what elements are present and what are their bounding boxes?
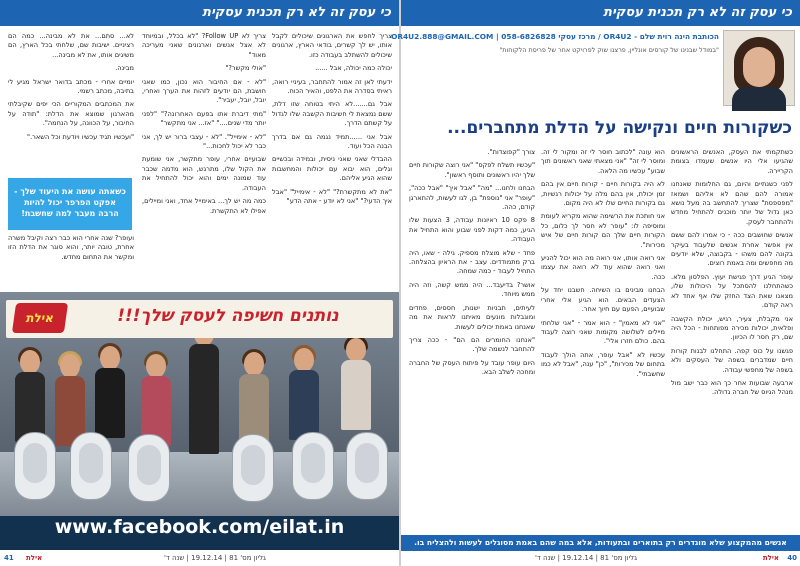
advertisement bbox=[0, 292, 399, 550]
facebook-link[interactable]: www.facebook.com/eilat.in bbox=[54, 516, 345, 538]
paragraph: הוא עונה "לכתוב חוסר לי זה ומקור לי זה. ומוסר לי זה" "אני מצאתי שאני ראשונים תוך שבוע" עכשיו מה הלאה. bbox=[541, 148, 665, 175]
left-page-header: כי עסק זה לא רק תכנית עסקית bbox=[0, 0, 399, 26]
ad-logo: אילת bbox=[12, 303, 68, 333]
paragraph: צריך לא Follow UP? "לא בכלל, ובמיוחד לא אצל אנשים וארגונים שאני מעריכה מאוד" bbox=[142, 32, 266, 59]
left-column-c-bottom bbox=[8, 234, 134, 288]
paragraph: אבל גם.......לא היתי בטוחה שזו דלת, ששם נמצאת לי חשיבות הקשבה שלו לגדול על קשתם הדרך. bbox=[272, 100, 392, 128]
article-title: כשקורות חיים ונקישה על הדלת מתחברים... bbox=[447, 118, 792, 138]
left-column-c-top bbox=[8, 32, 134, 174]
author-quote: "במודל שבנינו של קורסים אונליין, פרצנו שוק לפרויקט אחר של פריסת הלקוחות" bbox=[499, 46, 719, 54]
right-page-header: כי עסק זה לא רק תכנית עסקית bbox=[401, 0, 800, 26]
ad-urinal bbox=[14, 432, 56, 500]
paragraph: אנשים שחושבים ככה - כי אמרו להם ששם אין אפשר אחרת אנשים שלעבוד בעיקר בקונה להם משהו - בקבוצה, שלא יודעים מה מחפשים ומה באמת רוצים. bbox=[671, 231, 793, 268]
right-page-footer bbox=[405, 552, 797, 564]
paragraph: "עכשיו תשלח לפקס" "אני רוצה שקורות חיים שלך יהיו ראשונים ותוסף ראשון". bbox=[408, 161, 535, 179]
author-byline: הכותבת הינה רוית שלם - OR4U2 / מרכז עסקי 058-6826828 | OR4U2.888@GMAIL.COM bbox=[391, 32, 719, 41]
ad-headline: נותנים חשיפה לעסק שלך!!! bbox=[117, 306, 339, 326]
paragraph: לא... סתם... את לא מבינה... כמה הם רציניים. ישיבות שם, שלחתי בכל הארץ, הם משיגים אותו, את לא מבינה... bbox=[8, 32, 134, 59]
paragraph: "לא - אימייל". "לא - עצבי ברור יש לך, אני כבר לא יכול לחכות..." bbox=[142, 132, 266, 151]
paragraph: ארבעה שבועות אחר כך הוא כבר ישב מול מנהל הגיוס של חברה גדולה. bbox=[671, 378, 793, 397]
ad-urinal bbox=[232, 434, 274, 502]
paragraph: פגשנו על כוס קפה. התחלנו לבנות קורות חיים שמדברים בשפה של העסקים ולא בשפה של מחפשי עבודה. bbox=[671, 346, 793, 374]
ad-urinal bbox=[292, 432, 334, 500]
paragraph: צריך לחפש את הארגונים שיכולים לקבל אותו, יש לך קשרים, בודאי הארץ, ארגונים שיכולים להשתלב בעבודה כזו. bbox=[272, 32, 392, 59]
paragraph: כשתקמתי את העסק, האנשים הראשונים שהגיעו אלי היו אנשים שעמדו בצומת הקריירה. bbox=[671, 148, 793, 175]
paragraph: שבועיים אחרי, עופר מתקשר, אני שומעת את הקול שלו, מתרגש, הוא מדמה שכבר עוד שמונה ימים והוא יכול להתחיל את העבודה. bbox=[142, 155, 266, 192]
ad-urinal bbox=[346, 432, 388, 500]
page-number: 40 bbox=[787, 554, 797, 562]
paragraph: עופר הגיע דרך פגישת יעוץ. הפלסון מלא. כשהתחלנו להסתכל על היכולות שלו, מצאנו שאת הצד החזק שלו אף אחד לא ראה קודם. bbox=[671, 272, 793, 310]
ad-urinal bbox=[128, 434, 170, 502]
paragraph: "ועכשיו תגיד עכשיו ויודעת וכל השאר." bbox=[27, 132, 134, 141]
pull-quote: כשאתה עושה את היעוד שלך - אפקט הפרפר יכול להיות הרבה מעבר למה שחשבת! bbox=[8, 178, 132, 230]
paragraph: ההבדלי שאני שאני ניסית, ובמידה ובכשיים וגלים, הוא יבוא עם יכולות והמחשבות שהוא הגיע אליהם. bbox=[272, 155, 392, 183]
paragraph: מבינה. bbox=[115, 64, 134, 73]
paragraph: עכשיו לא "אבל עופר, אתה הולך לעבוד בתחום של מכירות", "כן" ענה, "אבל לא כמו שחשבתי". bbox=[541, 350, 665, 378]
paragraph: "אנחנו החומרים הם הם" - ככה צריך להתחבר לנשמה שלך. bbox=[409, 335, 535, 354]
magazine-name: אילת bbox=[26, 554, 43, 562]
paragraph: היום עופר עובד על פיתוח העסק של החברה ומחכה לשלב הבא. bbox=[409, 358, 535, 377]
paragraph: את המכתבים המקוריים הכי יפים שקיבלתי מהארגון שמוצא את הדלת: "תודה על החיבור, על הכוונה, על הנחמה". bbox=[8, 100, 134, 128]
issue-date: גליון מס' 81 | 19.12.14 | שנה ד' bbox=[535, 554, 637, 562]
paragraph: לפני כשנתיים והיום, גם החלומות שאנחנו אמורה להם שהם לא אליהם ושמאז "מפספסת" שצריך להתחשב בה מעל נושא כאן גדול של יותר מוכנים להתחיל מחדש ולהתחבר לעסק. bbox=[671, 180, 793, 226]
paragraph: 8 פקס 10 ראיונות עבודה, 3 הצעות שלו הגיע, כמה דקות לפני שבוע והוא התחיל את העבודה. bbox=[409, 216, 535, 244]
paragraph: "אני לא מאמין" - הוא אמר - "אני שלחתי מיילים לשלושה מקומות שאני רוצה לעבוד בהם. כולם חזרו אלי". bbox=[541, 318, 665, 346]
ad-url-bar bbox=[0, 516, 399, 550]
magazine-name: אילת bbox=[762, 554, 779, 562]
paragraph: "לא - אם החיבור הוא נכון, כמו שאני חושבת, הם יודעים לזהות את הערך ואחרי, יובל, יובל, יעביר". bbox=[142, 77, 266, 105]
paragraph: לעיתים, תבניות ישנות, חססים, פחדים ומוגבלות מונעים מאיתנו לראות את מה שאנחנו באמת יכולים לעשות. bbox=[409, 303, 535, 331]
paragraph: אבל אני ......תמיד נגמה גם אם בדרך הבנה הכל ועוד. bbox=[272, 132, 392, 151]
left-column-b bbox=[142, 32, 266, 287]
bottom-strip: אנשים מהמקצוע שלא מוגדרים רק בתוארים ובתעודות, אלא במה שהם באמת מסוגלים לעשות ולהצליח בו. bbox=[401, 535, 800, 551]
paragraph: יומיים אחרי - מכתב בדואר ישראל מגיע לי בתיבה, מכתב רשמי. bbox=[8, 77, 134, 96]
paragraph: ידעתי לאן זה אמור להתחבר, בעיניי רואה, ראיתי בסדרה את הלפט, והאיר הכוח. bbox=[272, 77, 392, 96]
left-page-footer bbox=[4, 552, 396, 564]
left-column-a bbox=[272, 32, 392, 287]
ad-person bbox=[92, 346, 128, 446]
ad-urinal bbox=[70, 432, 112, 500]
left-page bbox=[0, 0, 399, 566]
right-column-c bbox=[409, 148, 535, 530]
paragraph: אני מקבלת, צעיר, רגיש, יכולת הקשבה ופלאית, יכולות מכירה מפותחות - הכל היה שם, רק חסר לו הכיוון. bbox=[671, 314, 793, 342]
paragraph: ועופר? שנה אחרי הוא כבר רצה וקיבל משרה אחרת, טובה יותר, והוא סוגר את הדלת הזו ומקשר את התחום מחדש. bbox=[8, 234, 134, 261]
paragraph: אני חותכת את הרשימה שהוא מקריא לעומת ומוסיפה לו: "עופר לא חסר לך כלום, כל הקורות חיים שלך הם קורות חיים של איש מכירות". bbox=[541, 212, 665, 249]
paragraph: "אולי מקשר?" bbox=[225, 64, 266, 73]
paragraph: אני רואה אותו, אני רואה מה הוא יכול להגיע ואני רואה שהוא עוד לא רואה את עצמו ככה. bbox=[541, 254, 665, 281]
paragraph: "את לא מתקשרת?" "לא - אימייל" "אבל איך הדעי?" "אני לא יודע - אתה הדע" bbox=[272, 187, 392, 206]
right-column-a bbox=[671, 148, 793, 530]
paragraph: צורך "קפוצדות". bbox=[487, 148, 535, 156]
right-page bbox=[391, 0, 800, 566]
paragraph: "מתי דיברת אתו בפעם האחרונה?" "לפני יותר מדי שנים...." "אז... אני מתקשר" bbox=[142, 109, 266, 128]
right-column-b bbox=[541, 148, 665, 530]
paragraph: אושר? בדיעבד... היה ממש קשה, וזה היה ממש מיוחד. bbox=[409, 280, 535, 299]
paragraph: הבחנו ולחנו... "מה" "אבל איך" "אבל ככה", "עופר" אני "נוספת" בן, לגו לעשות, להתארגן קודם, כהה. bbox=[409, 184, 535, 212]
paragraph: פחד - שלא מוצלח מספיק. גילה - שאו, היה ברק מתמודדים. עצב - את הראיון בהצלחה. התחיל לעבוד - כמה שמחה. bbox=[409, 248, 535, 276]
paragraph: יכולה כמה יכולה, אבל ...... bbox=[315, 64, 392, 73]
paragraph: לא היה בקורות חיים - קורות חיים אין בהם זמן יכולת, אין בהם מלה על יכולות רגשיות, גם בקורות החיים שלו לא היה מקום. bbox=[541, 180, 665, 208]
issue-date: גליון מס' 81 | 19.12.14 | שנה ד' bbox=[164, 554, 266, 562]
author-photo bbox=[723, 30, 795, 106]
ad-person bbox=[184, 322, 224, 462]
page-number: 41 bbox=[4, 554, 14, 562]
paragraph: הבחנו מבינים בו השיחה. חשבנו יחד על הצעדים הבאים. הוא הגיע אלי אחרי שבועיים, הפעם עם חיוך אחר. bbox=[541, 286, 665, 314]
paragraph: כמה מה יש לך... באימייל אחד, ואני ומיילים, אפילו לא התקשרת. bbox=[142, 197, 266, 215]
